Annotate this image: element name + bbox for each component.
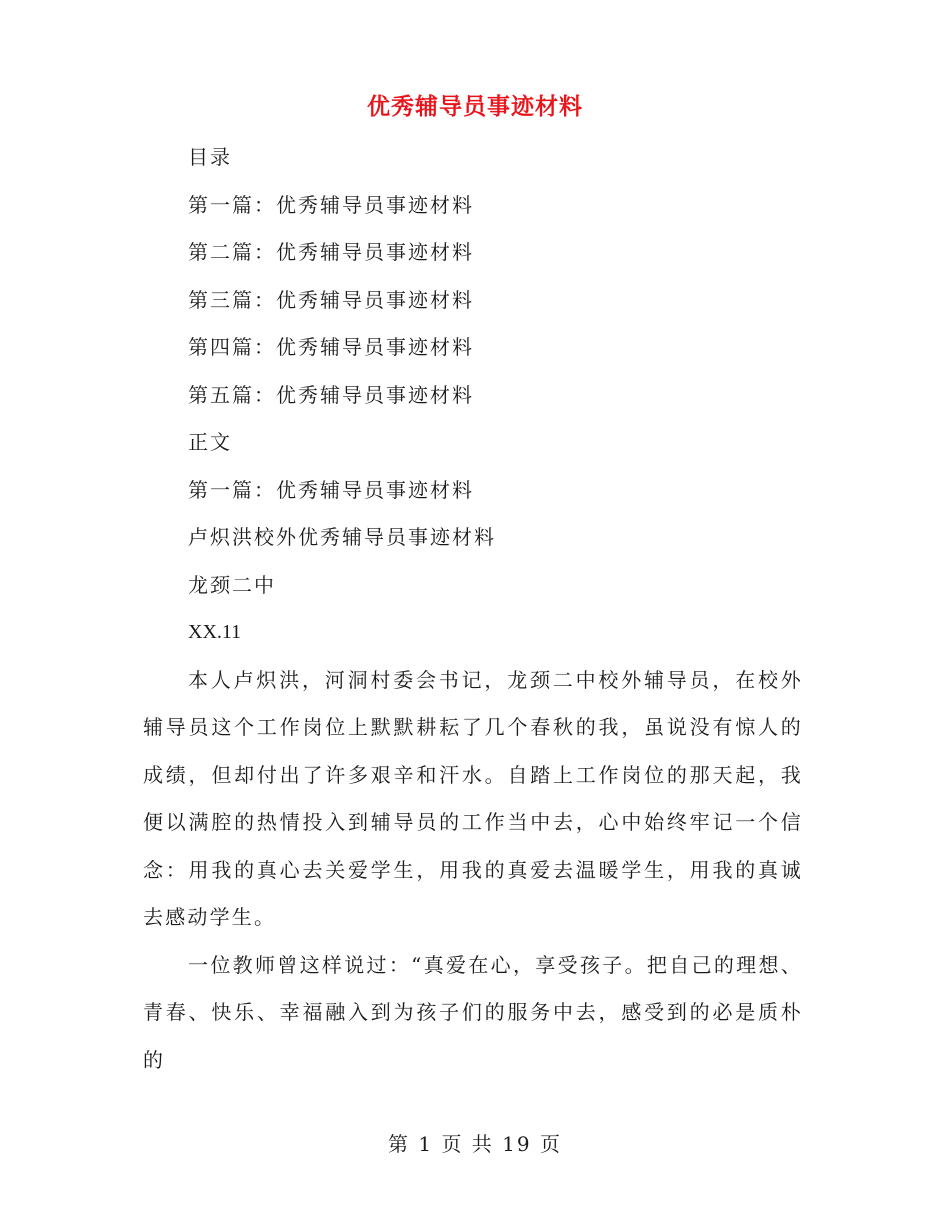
toc-heading: 目录 [188, 145, 232, 169]
toc-item: 第五篇：优秀辅导员事迹材料 [188, 382, 474, 407]
section-subtitle: 卢炽洪校外优秀辅导员事迹材料 [188, 525, 496, 549]
document-date: XX.11 [188, 621, 242, 643]
body-paragraph: 本人卢炽洪，河洞村委会书记，龙颈二中校外辅导员，在校外辅导员这个工作岗位上默默耕耘了几个春秋的我，虽说没有惊人的成绩，但却付出了许多艰辛和汗水。自踏上工作岗位的那天起，我便以满腔的热情投入到辅导员的工作当中去，心中始终牢记一个信念：用我的真心去关爱学生，用我的真爱去温暖学生，用我的真诚去感动学生。 [143, 667, 803, 929]
page-footer: 第 1 页 共 19 页 [388, 1132, 562, 1156]
toc-item: 第二篇：优秀辅导员事迹材料 [188, 240, 474, 264]
body-paragraph: 一位教师曾这样说过：“真爱在心，享受孩子。把自己的理想、青春、快乐、幸福融入到为孩子们的服务中去，感受到的必是质朴的 [143, 952, 803, 1072]
toc-item: 第四篇：优秀辅导员事迹材料 [188, 335, 474, 359]
document-title: 优秀辅导员事迹材料 [367, 94, 583, 120]
document-body [143, 134, 803, 1084]
school-name: 龙颈二中 [188, 572, 276, 597]
toc-item: 第三篇：优秀辅导员事迹材料 [188, 287, 474, 312]
body-heading: 正文 [188, 430, 232, 454]
toc-item: 第一篇：优秀辅导员事迹材料 [188, 192, 474, 217]
section-title: 第一篇：优秀辅导员事迹材料 [188, 477, 474, 502]
